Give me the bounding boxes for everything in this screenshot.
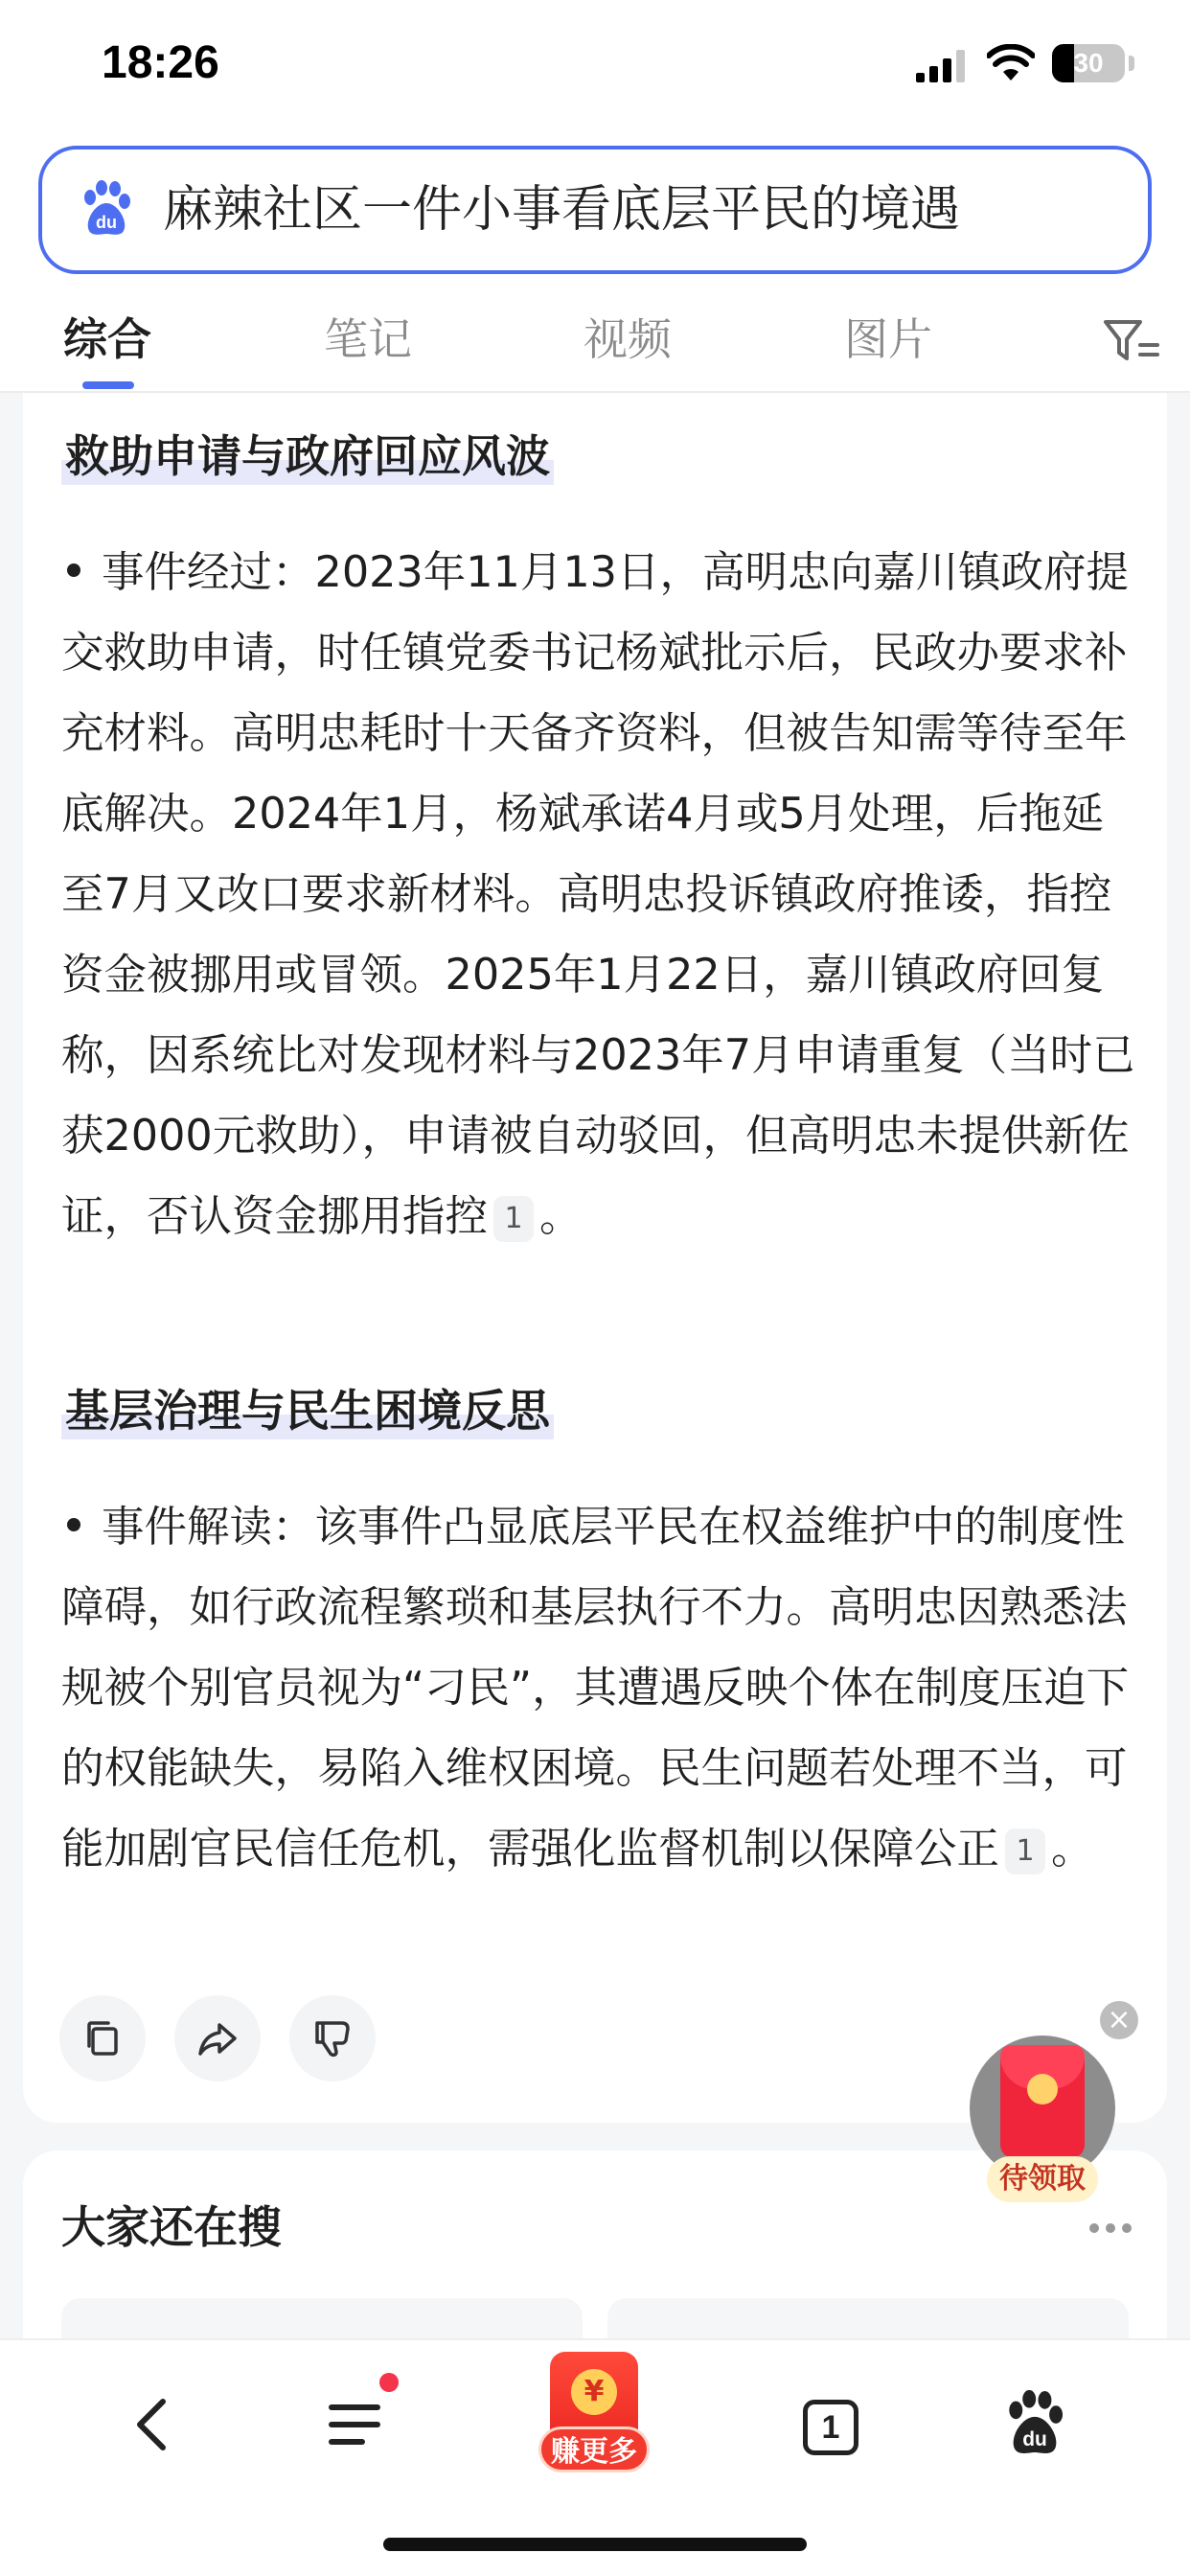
thumbs-down-icon	[309, 2015, 355, 2061]
tab-images[interactable]: 图片	[844, 313, 932, 365]
paragraph-text: 事件解读：该事件凸显底层平民在权益维护中的制度性障碍，如行政流程繁琐和基层执行不力。高明忠因熟悉法规被个别官员视为“刁民”，其遭遇反映个体在制度压迫下的权能缺失，易陷入维权困境。民生问题若处理不当，可能加剧官民信任危机，需强化监督机制以保障公正	[61, 1503, 1130, 1874]
search-input[interactable]	[38, 146, 1152, 274]
signal-icon	[916, 50, 968, 82]
svg-text:du: du	[96, 213, 117, 232]
battery-level: 30	[1073, 48, 1104, 78]
paragraph-end: 。	[539, 1192, 583, 1241]
tab-bar	[0, 297, 1190, 393]
more-options-icon[interactable]	[1087, 2214, 1134, 2242]
section-heading: 基层治理与民生困境反思	[61, 1382, 554, 1439]
filter-icon[interactable]	[1102, 316, 1159, 366]
bullet-icon	[67, 1518, 80, 1531]
citation-badge[interactable]: 1	[1005, 1828, 1045, 1874]
ai-answer-card	[23, 393, 1167, 2123]
share-icon	[195, 2015, 240, 2061]
section-heading: 救助申请与政府回应风波	[61, 427, 554, 485]
baidu-paw-icon[interactable]	[1000, 2390, 1069, 2459]
search-query: 麻辣社区一件小事看底层平民的境遇	[163, 181, 961, 239]
red-packet-seal	[1027, 2074, 1058, 2104]
copy-icon	[80, 2015, 126, 2061]
tab-notes[interactable]: 笔记	[324, 313, 412, 365]
battery-icon	[1052, 44, 1125, 82]
tab-videos[interactable]: 视频	[584, 313, 672, 365]
earn-more-label[interactable]: 赚更多	[538, 2426, 650, 2472]
tabs-icon[interactable]: 1	[803, 2400, 858, 2455]
status-time: 18:26	[102, 37, 219, 88]
wifi-icon	[987, 44, 1035, 82]
close-reward-button[interactable]: ×	[1100, 2001, 1138, 2039]
paragraph-end: 。	[1051, 1825, 1094, 1874]
share-button[interactable]	[174, 1995, 261, 2082]
active-tab-indicator	[82, 381, 134, 389]
tab-all[interactable]: 综合	[63, 313, 151, 365]
dislike-button[interactable]	[289, 1995, 376, 2082]
section-paragraph	[61, 1487, 1144, 1890]
battery-tip	[1129, 56, 1134, 71]
home-indicator	[383, 2538, 807, 2551]
header	[0, 134, 1190, 393]
baidu-paw-icon	[77, 180, 136, 240]
menu-icon[interactable]	[324, 2390, 393, 2459]
yuan-icon: ¥	[571, 2369, 617, 2415]
paragraph-text: 事件经过：2023年11月13日，高明忠向嘉川镇政府提交救助申请，时任镇党委书记杨斌批示后，民政办要求补充材料。高明忠耗时十天备齐资料，但被告知需等待至年底解决。2024年1月，杨斌承诺4月或5月处理，后拖延至7月又改口要求新材料。高明忠投诉镇政府推诿，指控资金被挪用或冒领。2025年1月22日，嘉川镇政府回复称，因系统比对发现材料与2023年7月申请重复（当时已获2000元救助），申请被自动驳回，但高明忠未提供新佐证，否认资金挪用指控	[61, 548, 1135, 1241]
bullet-icon	[67, 564, 80, 577]
bottom-nav	[0, 2338, 1190, 2576]
back-icon[interactable]	[121, 2390, 190, 2459]
copy-button[interactable]	[59, 1995, 146, 2082]
citation-badge[interactable]: 1	[493, 1196, 534, 1242]
status-bar	[0, 0, 1190, 134]
related-searches-title: 大家还在搜	[61, 2201, 282, 2253]
notification-dot	[379, 2373, 399, 2392]
svg-text:du: du	[1022, 2428, 1047, 2451]
reward-label: 待领取	[987, 2156, 1098, 2202]
section-paragraph	[61, 533, 1144, 1257]
